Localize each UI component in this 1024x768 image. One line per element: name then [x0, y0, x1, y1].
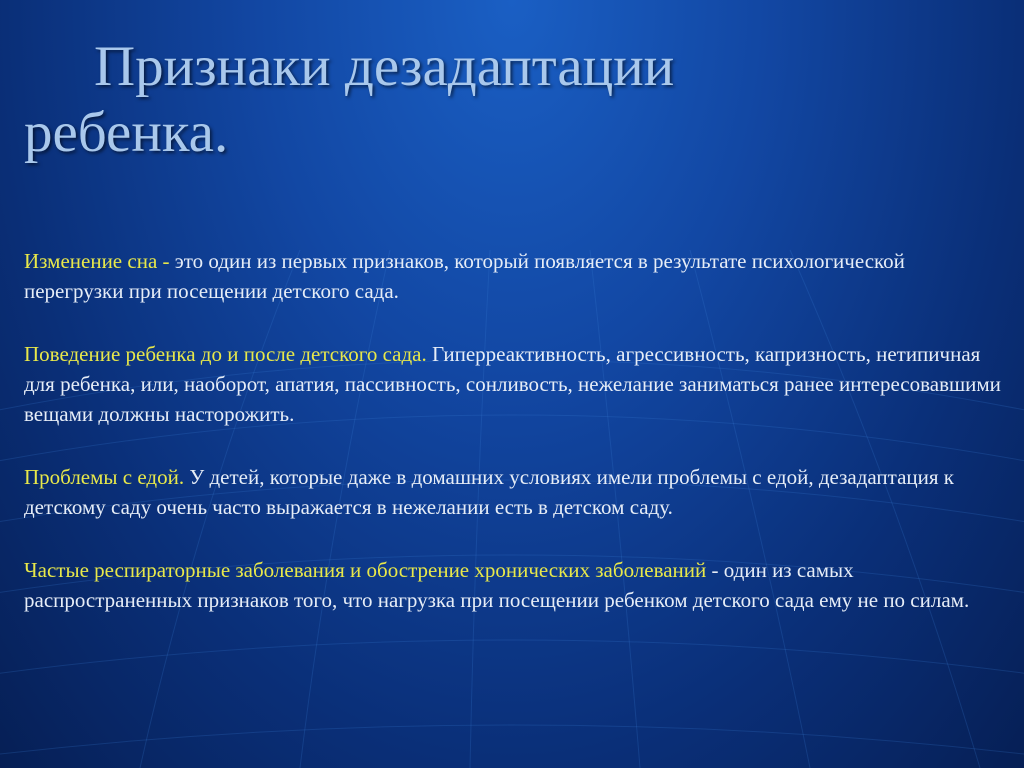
- slide-body: [24, 246, 1009, 648]
- highlight-term: Частые респираторные заболевания и обострение хронических заболеваний: [24, 558, 707, 582]
- separator: -: [157, 249, 175, 273]
- title-line-2: ребенка.: [24, 101, 229, 164]
- paragraph-text: это один из первых признаков, который появляется в результате психологической перегрузки при посещении детского сада.: [24, 249, 905, 303]
- slide-title: [24, 34, 984, 166]
- paragraph-food-problems: [24, 462, 1009, 522]
- highlight-term: Изменение сна: [24, 249, 158, 273]
- paragraph-illness: [24, 555, 1009, 615]
- paragraph-text: Гиперреактивность, агрессивность, капризность, нетипичная для ребенка, или, наоборот, апатия, пассивность, сонливость, нежелание заниматься ранее интересовавшими вещами должны насторожить.: [24, 342, 1001, 426]
- paragraph-behavior: [24, 339, 1009, 429]
- highlight-term: Поведение ребенка до и после детского сада.: [24, 342, 427, 366]
- highlight-term: Проблемы с едой.: [24, 465, 185, 489]
- paragraph-text: один из самых распространенных признаков того, что нагрузка при посещении ребенком детского сада ему не по силам.: [24, 558, 970, 612]
- paragraph-sleep-change: [24, 246, 1009, 306]
- title-line-1: Признаки дезадаптации: [94, 35, 675, 98]
- separator: -: [706, 558, 724, 582]
- paragraph-text: У детей, которые даже в домашних условиях имели проблемы с едой, дезадаптация к детскому саду очень часто выражается в нежелании есть в детском саду.: [24, 465, 955, 519]
